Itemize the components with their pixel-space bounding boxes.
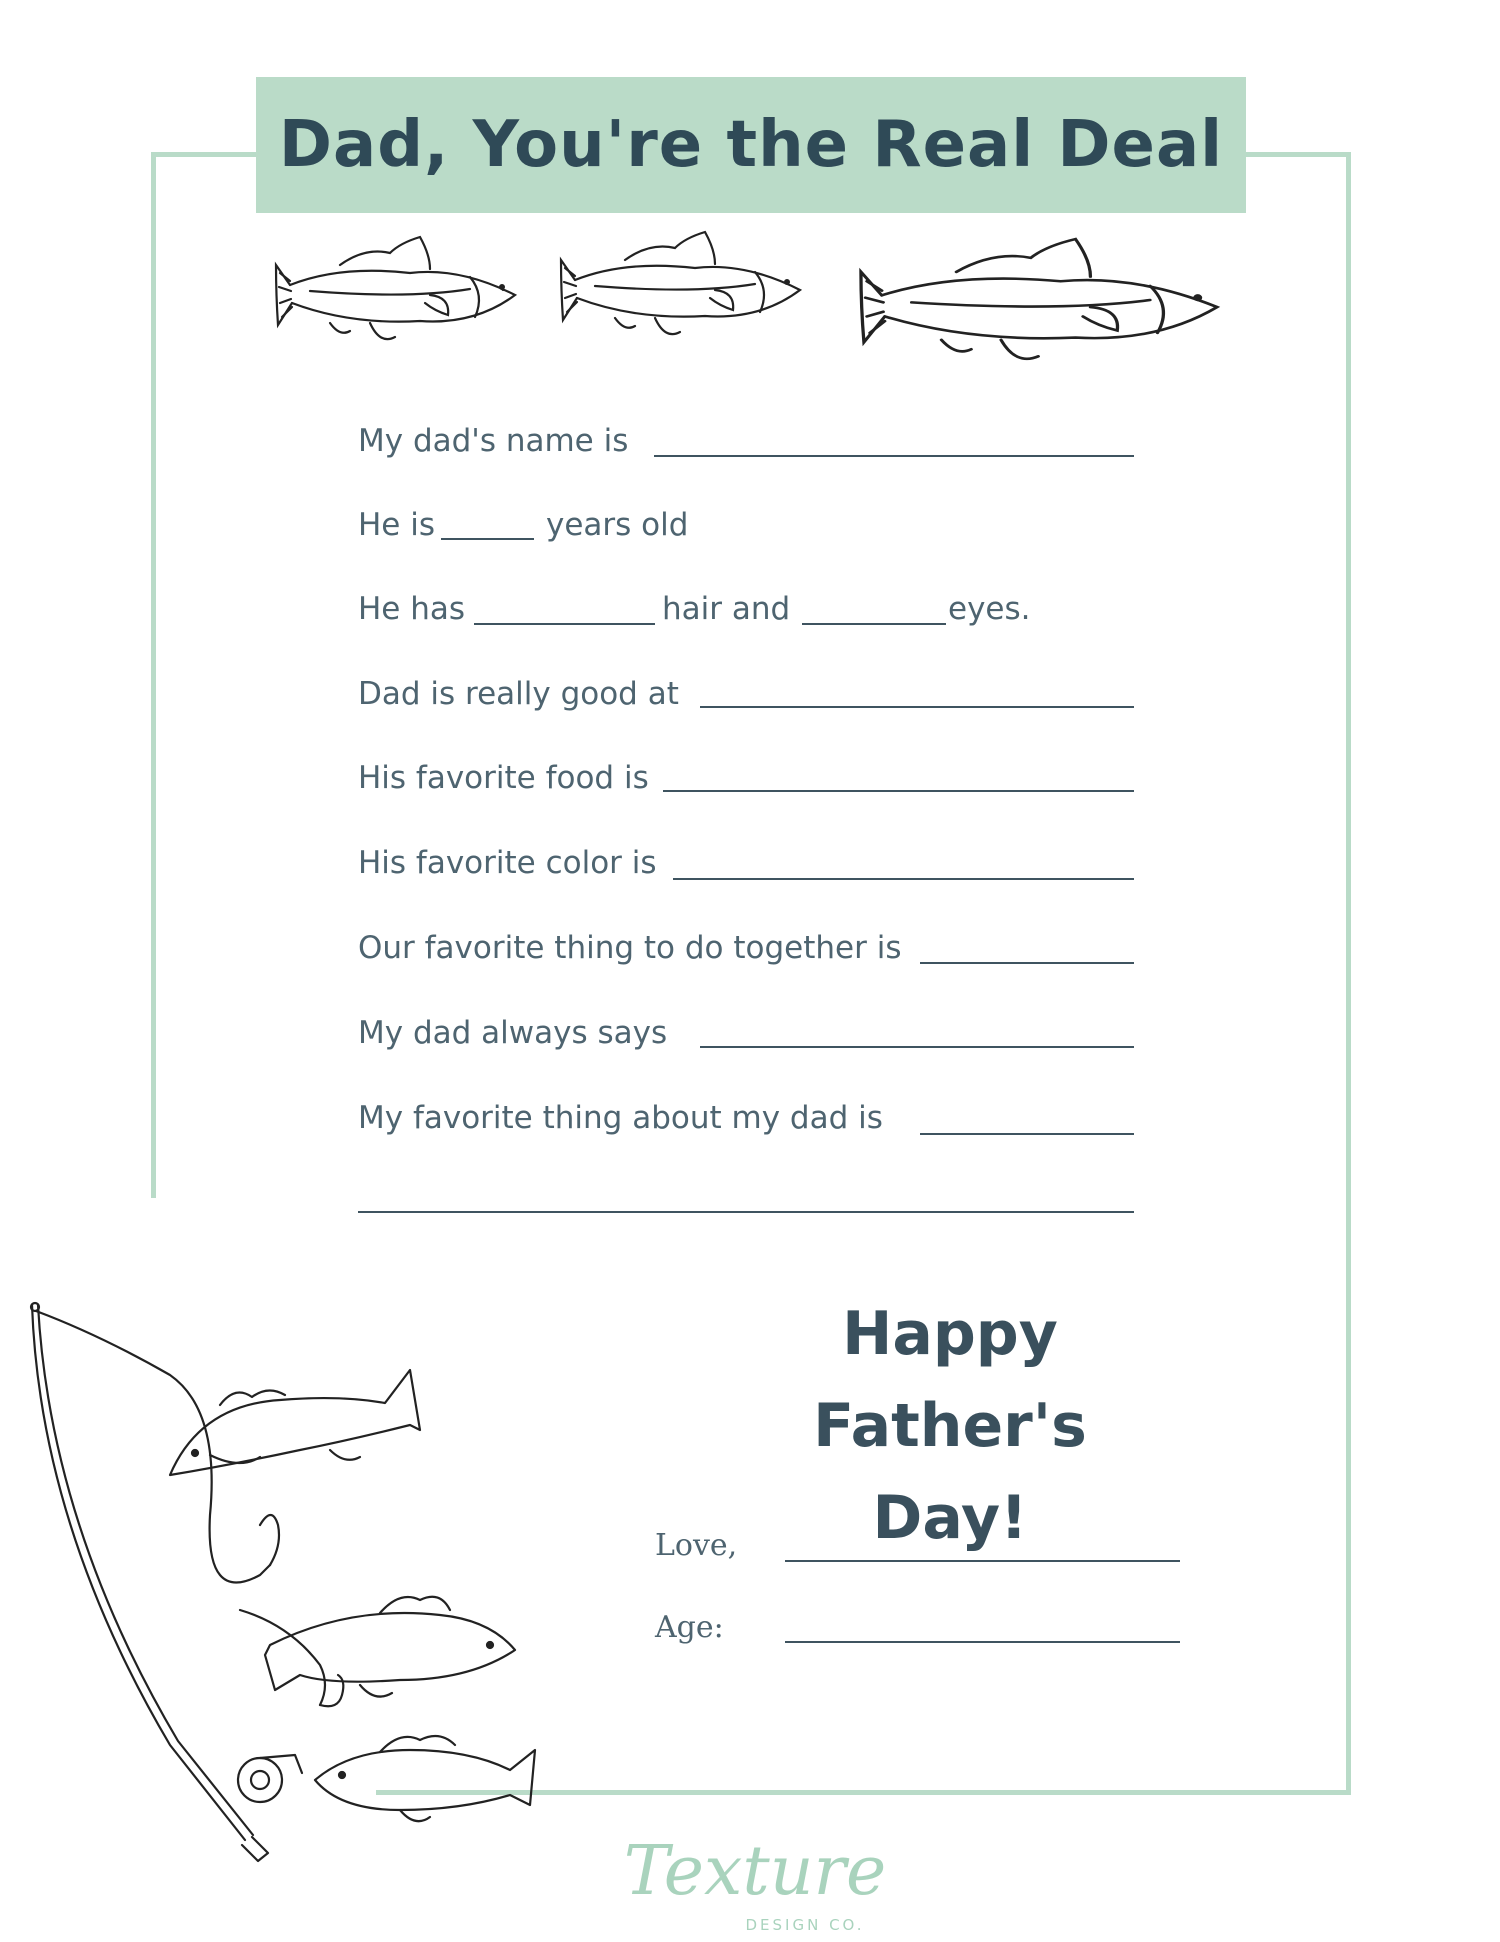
frame-top-border-left — [151, 152, 257, 157]
page-title: Dad, You're the Real Deal — [278, 108, 1224, 182]
texture-design-co-logo — [620, 1822, 890, 1942]
fish-icon — [555, 220, 810, 365]
fishing-rod-icon — [20, 1225, 540, 1865]
prompt-food: His favorite food is — [358, 760, 649, 796]
blank-always-says[interactable] — [700, 1046, 1134, 1048]
happy-fathers-day-heading: Happy Father's Day! — [813, 1299, 1087, 1553]
prompt-hair: He has — [358, 591, 466, 627]
blank-good-at[interactable] — [700, 706, 1134, 708]
logo-subtitle: DESIGN CO. — [745, 1916, 865, 1934]
prompt-together: Our favorite thing to do together is — [358, 930, 902, 966]
blank-favorite-thing-continued[interactable] — [358, 1211, 1134, 1213]
fish-icon — [270, 225, 525, 370]
blank-dads-name[interactable] — [654, 455, 1134, 457]
fish-icon — [852, 225, 1232, 395]
blank-age[interactable] — [441, 538, 534, 540]
prompt-favorite-thing: My favorite thing about my dad is — [358, 1100, 883, 1136]
prompt-good-at: Dad is really good at — [358, 676, 679, 712]
blank-love[interactable] — [785, 1560, 1180, 1562]
prompt-always-says: My dad always says — [358, 1015, 668, 1051]
blank-together[interactable] — [920, 962, 1134, 964]
love-label: Love, — [655, 1528, 738, 1563]
frame-right-border — [1346, 152, 1351, 1795]
prompt-eyes: eyes. — [948, 591, 1031, 627]
frame-left-border — [151, 152, 156, 1198]
blank-favorite-thing[interactable] — [920, 1133, 1134, 1135]
logo-script: Texture — [623, 1832, 887, 1911]
blank-food[interactable] — [663, 790, 1134, 792]
blank-eyes[interactable] — [802, 623, 946, 625]
blank-signature-age[interactable] — [785, 1641, 1180, 1643]
blank-color[interactable] — [673, 878, 1134, 880]
frame-top-border-right — [1244, 152, 1351, 157]
title-banner — [256, 77, 1246, 213]
prompt-dads-name: My dad's name is — [358, 423, 629, 459]
prompt-color: His favorite color is — [358, 845, 657, 881]
prompt-age-suffix: years old — [546, 507, 689, 543]
prompt-age: He is — [358, 507, 436, 543]
prompt-hair-and: hair and — [662, 591, 791, 627]
blank-hair[interactable] — [474, 623, 655, 625]
age-label: Age: — [655, 1610, 724, 1645]
